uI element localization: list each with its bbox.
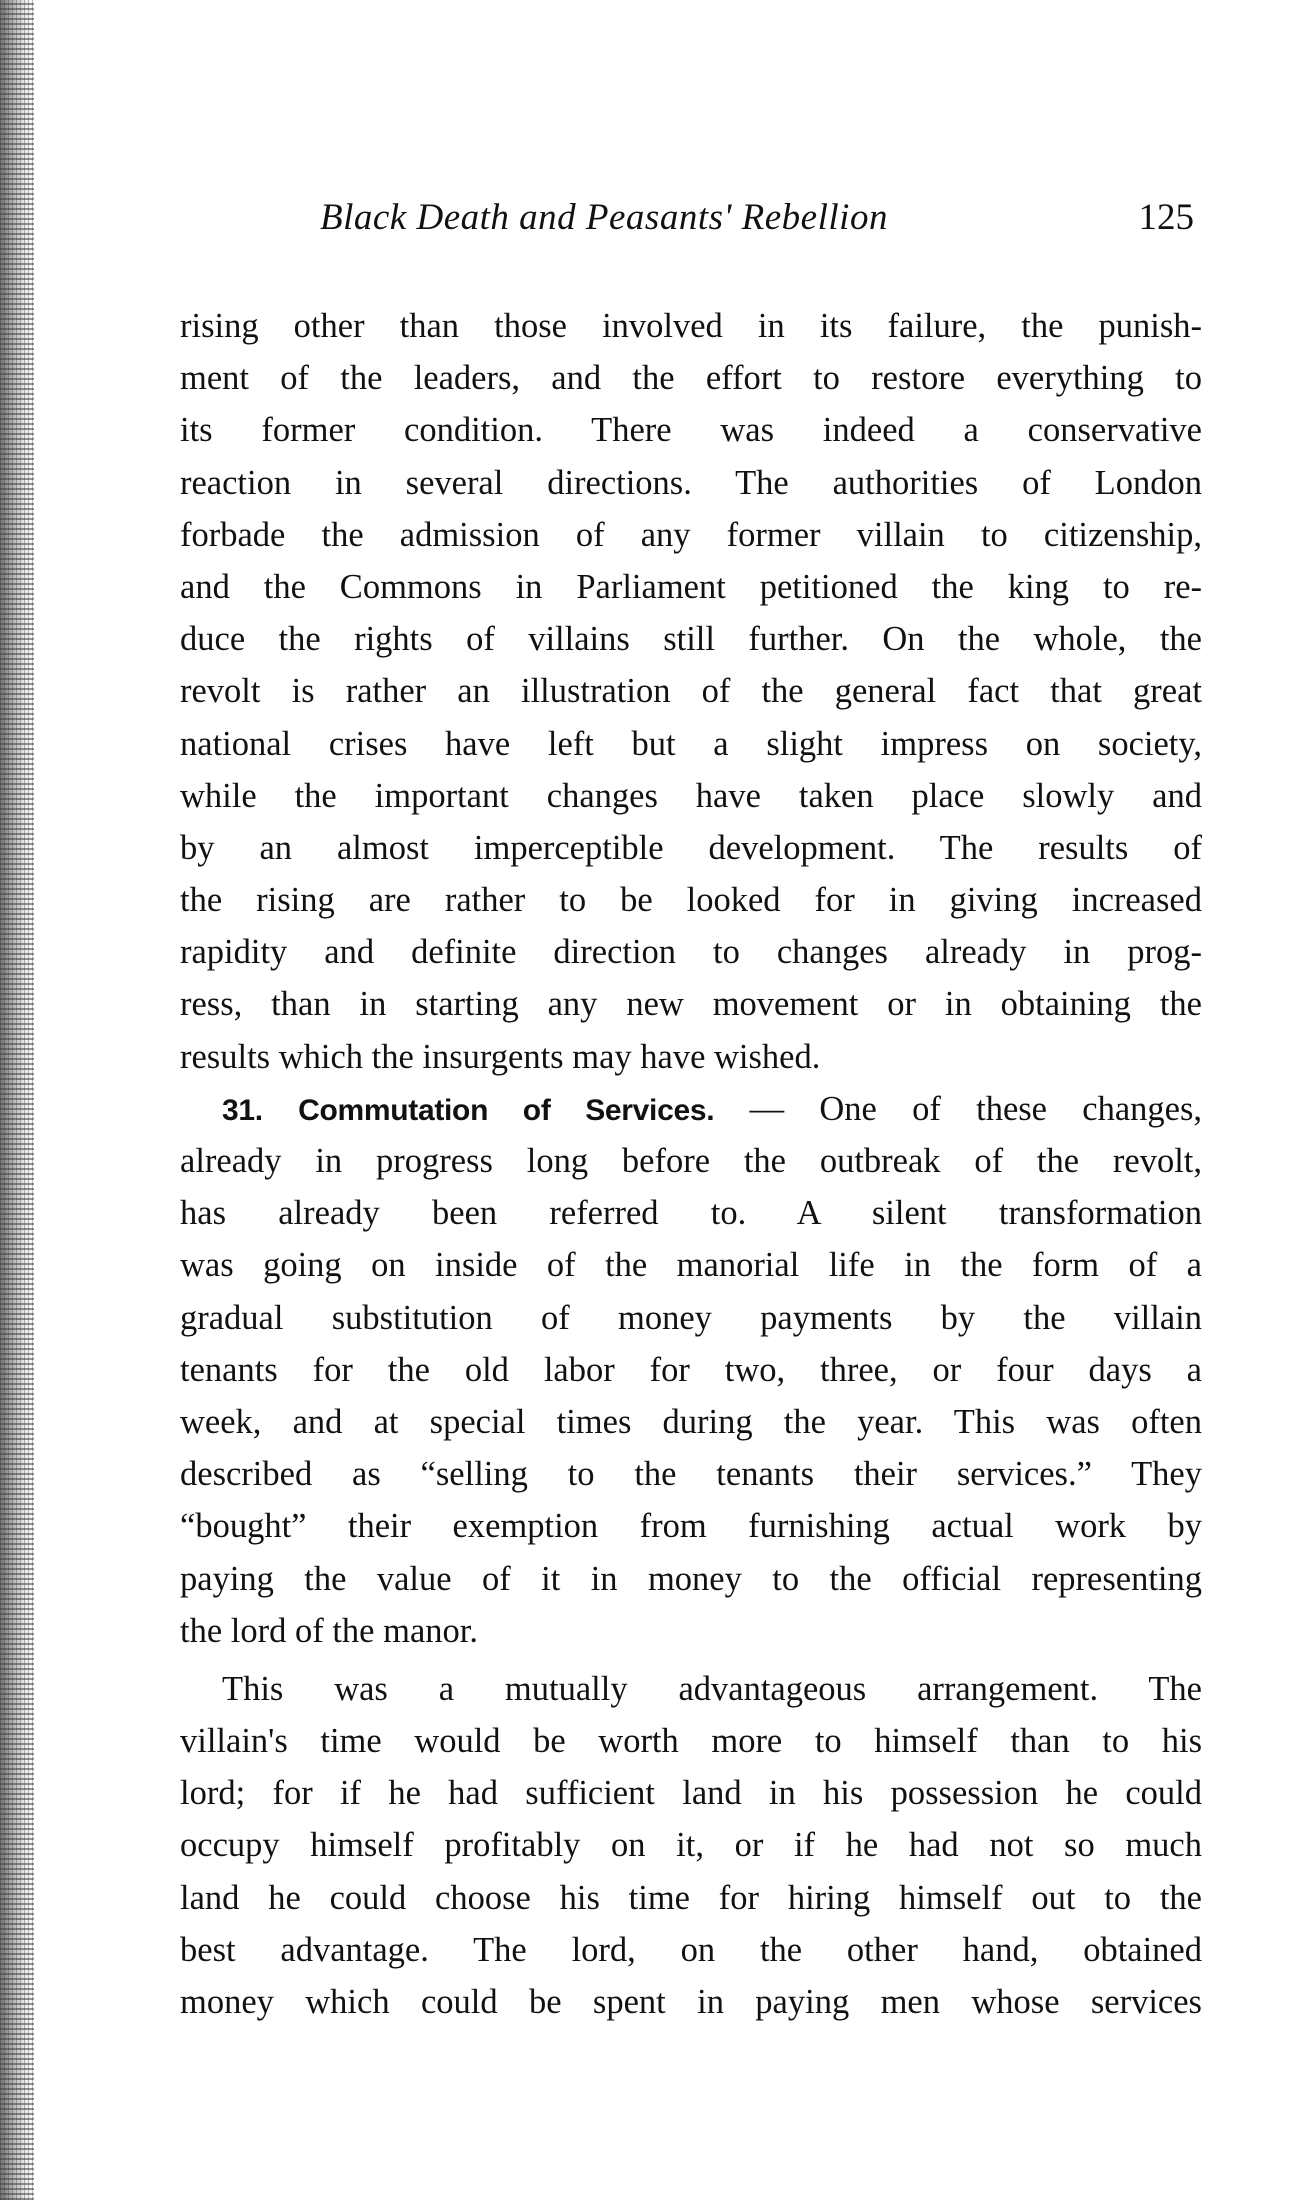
text-line: ment of the leaders, and the effort to restore everything to (180, 359, 1202, 398)
section-31-paragraph (180, 1083, 1202, 1657)
text-line: best advantage. The lord, on the other hand, obtained (180, 1930, 1202, 1969)
text-line: forbade the admission of any former villain to citizenship, (180, 515, 1202, 554)
section-heading-line (180, 1083, 1202, 1135)
text-line: rising other than those involved in its failure, the punish- (180, 307, 1202, 345)
section-number: 31. (222, 1093, 263, 1127)
text-line: ress, than in starting any new movement or in obtaining the (180, 985, 1202, 1024)
text-line: was going on inside of the manorial life in the form of a (180, 1246, 1202, 1285)
text-line: This was a mutually advantageous arrangement. The (222, 1669, 1202, 1708)
text-line: the lord of the manor. (180, 1611, 478, 1650)
paragraph-3 (180, 1663, 1202, 2028)
text-line: already in progress long before the outbreak of the revolt, (180, 1142, 1202, 1180)
text-line: while the important changes have taken place slowly and (180, 776, 1202, 815)
text-line: its former condition. There was indeed a conservative (180, 411, 1202, 450)
page-header (180, 196, 1200, 246)
scan-edge-shadow (0, 0, 34, 2200)
text-line: reaction in several directions. The authorities of London (180, 463, 1202, 502)
text-line: described as “selling to the tenants their services.” They (180, 1455, 1202, 1494)
section-first-line-text: — One of these changes, (749, 1089, 1203, 1128)
text-line: the rising are rather to be looked for in giving increased (180, 881, 1202, 920)
text-line: rapidity and definite direction to changes already in prog- (180, 933, 1202, 972)
text-line: “bought” their exemption from furnishing actual work by (180, 1507, 1202, 1546)
text-line: lord; for if he had sufficient land in his possession he could (180, 1774, 1202, 1813)
text-line: and the Commons in Parliament petitioned the king to re- (180, 567, 1202, 606)
paragraph-1 (180, 300, 1202, 1083)
text-line: results which the insurgents may have wished. (180, 1037, 821, 1076)
text-line: money which could be spent in paying men whose services (180, 1983, 1202, 2021)
text-line: by an almost imperceptible development. The results of (180, 828, 1202, 867)
page-body (180, 300, 1202, 2028)
text-line: has already been referred to. A silent transformation (180, 1194, 1202, 1233)
running-title: Black Death and Peasants' Rebellion (320, 197, 888, 238)
text-line: occupy himself profitably on it, or if he had not so much (180, 1826, 1202, 1865)
page-number: 125 (1138, 197, 1194, 238)
text-line: revolt is rather an illustration of the general fact that great (180, 672, 1202, 711)
text-line: tenants for the old labor for two, three, or four days a (180, 1350, 1202, 1389)
section-title: Commutation of Services. (298, 1093, 715, 1127)
text-line: land he could choose his time for hiring himself out to the (180, 1878, 1202, 1917)
text-line: paying the value of it in money to the official representing (180, 1559, 1202, 1598)
text-line: villain's time would be worth more to himself than to his (180, 1722, 1202, 1761)
text-line: gradual substitution of money payments by the villain (180, 1298, 1202, 1337)
text-line: week, and at special times during the year. This was often (180, 1402, 1202, 1441)
text-line: national crises have left but a slight impress on society, (180, 724, 1202, 763)
text-line: duce the rights of villains still further. On the whole, the (180, 620, 1202, 659)
